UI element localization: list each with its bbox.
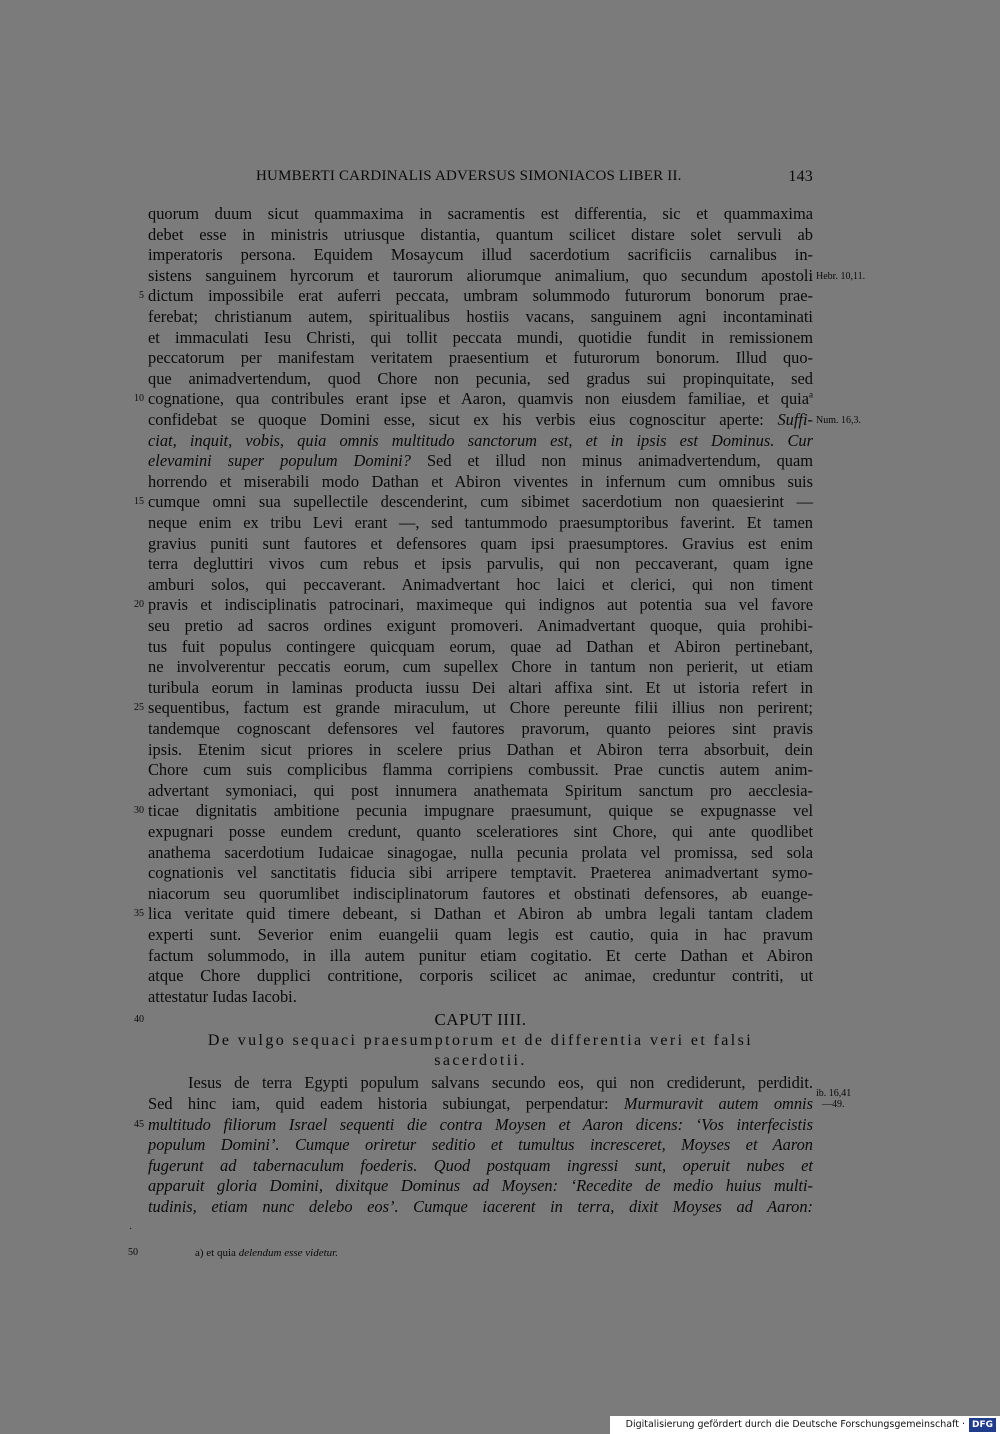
text-line (148, 451, 813, 471)
line-text: amburi solos, qui peccaverant. Animadvertant hoc laici et clerici, qui non timent (148, 574, 813, 594)
text-line (148, 925, 813, 945)
text-line (148, 1094, 813, 1114)
line-text: Sed et illud non minus animadvertendum, quam (426, 451, 813, 471)
text-line (148, 1115, 813, 1135)
footnote (195, 1246, 338, 1260)
text-line (148, 286, 813, 306)
line-text: ipsis. Etenim sicut priores in scelere prius Dathan et Abiron terra absorbuit, dein (148, 739, 813, 759)
text-line (148, 389, 813, 409)
line-text: Sed hinc iam, quid eadem historia subiungat, perpendatur: (148, 1094, 609, 1113)
text-line (148, 431, 813, 451)
line-number: 35 (134, 908, 144, 920)
line-text: que animadvertendum, quod Chore non pecunia, sed gradus sui propinquitate, sed (148, 368, 813, 388)
text-line (148, 472, 813, 492)
line-text: cognatione, qua contribules erant ipse et Aaron, quamvis non eiusdem familiae, et quia (148, 389, 809, 409)
text-line (148, 369, 813, 389)
line-text: tus fuit populus contingere quicquam eorum, quae ad Dathan et Abiron pertinebant, (148, 636, 813, 656)
text-line (148, 987, 813, 1007)
chapter-subtitle: De vulgo sequaci praesumptorum et de differentia veri et falsi (207, 1032, 754, 1050)
text-line (148, 204, 813, 224)
funding-footer (610, 1416, 1000, 1434)
footnote-mark: a) (195, 1247, 204, 1259)
running-title: HUMBERTI CARDINALIS ADVERSUS SIMONIACOS LIBER II. (256, 168, 682, 184)
text-line (148, 698, 813, 718)
text-line (148, 863, 813, 883)
text-line (148, 843, 813, 863)
line-text: imperatoris persona. Equidem Mosaycum illud sacerdotium sacrificiis carnalibus in- (148, 245, 813, 265)
text-line (148, 678, 813, 698)
text-line (148, 595, 813, 615)
text-line (148, 822, 813, 842)
text-line (148, 1135, 813, 1155)
line-text: niacorum seu quorumlibet indisciplinatorum fautores et obstinati defensores, ab euange- (148, 883, 813, 903)
text-line (148, 554, 813, 574)
text-line (148, 1176, 813, 1196)
chapter-subtitle: sacerdotii. (434, 1052, 527, 1070)
text-line (148, 492, 813, 512)
line-text: lica veritate quid timere debeant, si Dathan et Abiron ab umbra legali tantam cladem (148, 904, 813, 924)
text-line (148, 410, 813, 430)
text-line (148, 719, 813, 739)
footnote-italic-text: delendum esse videtur. (238, 1247, 338, 1259)
text-line (148, 225, 813, 245)
italic-text: multitudo filiorum Israel sequenti die contra Moysen et Aaron dicens: ‘Vos interfecistis (148, 1114, 813, 1134)
line-text: terra degluttiri vivos cum rebus et ipsis parvulis, qui non peccaverant, quam igne (148, 554, 813, 574)
page-number: 143 (788, 168, 813, 185)
line-text: cumque omni sua supellectile descenderint, cum sibimet sacerdotium non quaesierint — (148, 492, 813, 512)
margin-reference: Num. 16,3. (816, 415, 861, 426)
line-text: peccatorum per manifestam veritatem praesentium et futurorum bonorum. Illud quo- (148, 348, 813, 368)
line-text: factum solummodo, in illa autem punitur etiam cogitatio. Et certe Dathan et Abiron (148, 945, 813, 965)
text-line (148, 1156, 813, 1176)
text-line (148, 534, 813, 554)
italic-text: ciat, inquit, vobis, quia omnis multitudo sanctorum est, et in ipsis est Dominus. Cur (148, 430, 813, 450)
line-text: confidebat se quoque Domini esse, sicut ex his verbis eius cognoscitur aperte: (148, 410, 764, 429)
text-line (148, 266, 813, 286)
text-line (148, 307, 813, 327)
footnote-text: et quia (206, 1247, 236, 1259)
line-text: cognationis vel sanctitatis fiducia sibi arripere temptavit. Praeterea animadvertant symo- (148, 863, 813, 883)
text-line (148, 328, 813, 348)
footnote-ref: a (809, 389, 813, 400)
text-line (148, 637, 813, 657)
italic-text: Murmuravit autem omnis (623, 1094, 813, 1113)
text-line (148, 1197, 813, 1217)
text-line (148, 781, 813, 801)
line-number: 10 (134, 393, 144, 405)
line-text: gravius puniti sunt fautores et defensores quam ipsi praesumptores. Gravius est enim (148, 533, 813, 553)
line-text: experti sunt. Severior enim euangelii quam legis est cautio, quia in hac pravum (148, 925, 813, 944)
text-line (148, 575, 813, 595)
line-text: sistens sanguinem hyrcorum et taurorum aliorumque animalium, quo secundum apostoli (148, 265, 813, 285)
footnote-line-number: 50 (128, 1247, 138, 1258)
line-text: turibula eorum in laminas producta iussu Dei altari affixa sint. Et ut istoria refert in (148, 677, 813, 697)
margin-reference: —49. (822, 1099, 845, 1110)
line-text: ferebat; christianum autem, spiritualibus hostiis vacans, sanguinem agni incontaminati (148, 307, 813, 326)
line-text: horrendo et miserabili modo Dathan et Abiron viventes in infernum cum omnibus suis (148, 471, 813, 491)
text-line (148, 740, 813, 760)
text-line (148, 513, 813, 533)
italic-text: tudinis, etiam nunc delebo eos’. Cumque iacerent in terra, dixit Moyses ad Aaron: (148, 1197, 813, 1216)
line-number: 20 (134, 599, 144, 611)
line-text: anathema sacerdotium Iudaicae sinagogae, nulla pecunia prolata vel promissa, sed sola (148, 842, 813, 862)
text-line (148, 966, 813, 986)
line-text: debet esse in ministris utriusque distantia, quantum scilicet distare solet servuli ab (148, 224, 813, 244)
text-line (148, 946, 813, 966)
text-line (148, 801, 813, 821)
margin-dot: · (129, 1224, 133, 1235)
italic-text: elevamini super populum Domini? (148, 451, 411, 471)
text-line (148, 245, 813, 265)
dfg-logo: DFG (969, 1418, 996, 1432)
italic-text: fugerunt ad tabernaculum foederis. Quod postquam ingressi sunt, operuit nubes et (148, 1155, 813, 1175)
text-line (148, 1073, 813, 1093)
italic-text: populum Domini’. Cumque oriretur seditio et tumultus incresceret, Moyses et Aaron (148, 1135, 813, 1155)
line-text: Iesus de terra Egypti populum salvans secundo eos, qui non crediderunt, perdidit. (188, 1073, 813, 1093)
text-line (148, 884, 813, 904)
line-text: ticae dignitatis ambitione pecunia impugnare praesumunt, quique se expugnasse vel (148, 801, 813, 821)
line-text: quorum duum sicut quammaxima in sacramentis est differentia, sic et quammaxima (148, 204, 813, 223)
text-line (148, 760, 813, 780)
italic-text: Suffi- (777, 410, 813, 429)
line-number: 40 (134, 1014, 144, 1026)
line-text: ne involverentur peccatis eorum, cum supellex Chore in tantum non perierit, ut etiam (148, 657, 813, 677)
line-text: et immaculati Iesu Christi, qui tollit peccata mundi, quotidie fundit in remissionem (148, 327, 813, 347)
line-number: 25 (134, 702, 144, 714)
line-text: seu pretio ad sacros ordines exigunt promoveri. Animadvertant quoque, quia prohibi- (148, 616, 813, 635)
line-text: Chore cum suis complicibus flamma corripiens combussit. Prae cunctis autem anim- (148, 760, 813, 780)
text-line (148, 348, 813, 368)
line-text: pravis et indisciplinatis patrocinari, maximeque qui indignos aut potentia sua vel favore (148, 595, 813, 615)
chapter-heading: CAPUT IIII. (434, 1010, 527, 1030)
line-number: 30 (134, 805, 144, 817)
line-text: dictum impossibile erat auferri peccata, umbram solummodo futurorum bonorum prae- (148, 286, 813, 306)
margin-reference: Hebr. 10,11. (816, 270, 866, 282)
text-line (148, 904, 813, 924)
line-number: 5 (139, 290, 144, 302)
margin-reference: ib. 16,41 (816, 1088, 852, 1099)
text-line (148, 657, 813, 677)
italic-text: apparuit gloria Domini, dixitque Dominus ad Moysen: ‘Recedite de medio huius multi- (148, 1176, 813, 1196)
line-text: attestatur Iudas Iacobi. (148, 986, 297, 1006)
line-text: sequentibus, factum est grande miraculum, ut Chore pereunte filii illius non perirent; (148, 698, 813, 718)
line-text: atque Chore dupplici contritione, corporis scilicet ac animae, creduntur contriti, ut (148, 966, 813, 986)
line-text: tandemque cognoscant defensores vel fautores pravorum, quanto peiores sint pravis (148, 719, 813, 738)
line-number: 45 (134, 1118, 144, 1130)
line-text: neque enim ex tribu Levi erant —, sed tantummodo praesumptoribus faverint. Et tamen (148, 513, 813, 532)
line-number: 15 (134, 496, 144, 508)
line-text: advertant symoniaci, qui post innumera anathemata Spiritum sanctum pro aecclesia- (148, 780, 813, 800)
text-line (148, 616, 813, 636)
line-text: expugnari posse eundem credunt, quanto sceleratiores sint Chore, qui ante quodlibet (148, 822, 813, 841)
funding-text: Digitalisierung gefördert durch die Deutsche Forschungsgemeinschaft · (625, 1419, 965, 1430)
